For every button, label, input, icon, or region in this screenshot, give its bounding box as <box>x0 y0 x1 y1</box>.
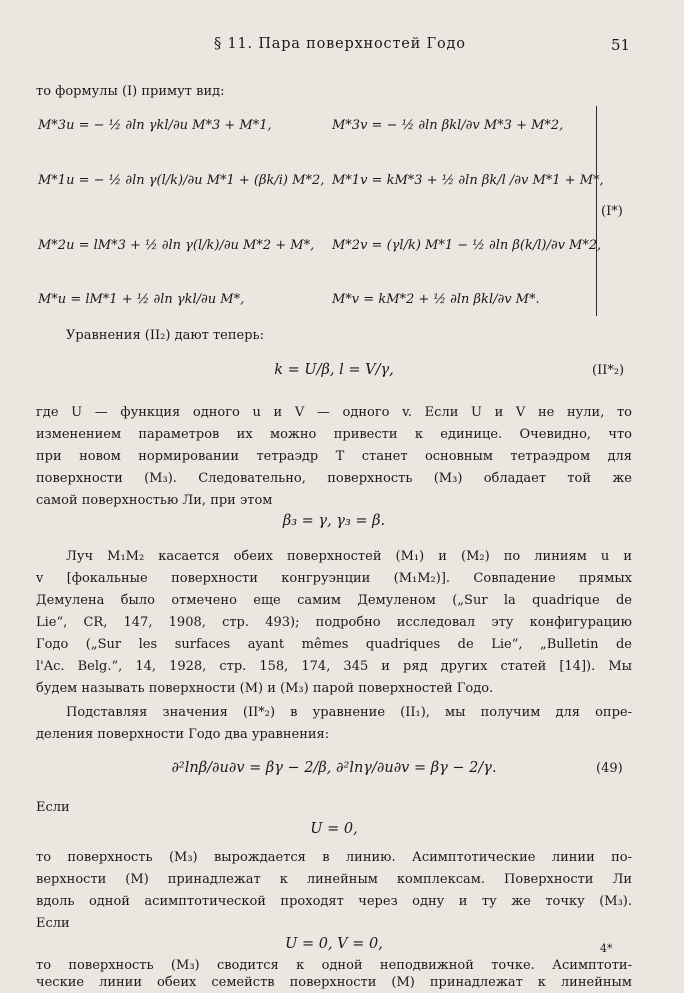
para2-line: будем называть поверхности (M) и (M₃) парой поверхностей Годо. <box>36 681 494 696</box>
header-title: § 11. Пара поверхностей Годо <box>214 36 466 52</box>
formula-mv: M*v = kM*2 + ½ ∂ln βkl/∂v M*. <box>332 292 540 307</box>
formula-m1v: M*1v = kM*3 + ½ ∂ln βk/l /∂v M*1 + M*, <box>332 173 604 188</box>
footer-signature: 4* <box>600 942 613 955</box>
formula-m2u: M*2u = lM*3 + ½ ∂ln γ(l/k)/∂u M*2 + M*, <box>38 238 315 253</box>
para2-line: v [фокальные поверхности конгруэнции (M₁M₂)]. Совпадение прямых <box>36 571 632 586</box>
equation-ii2-text: k = U/β, l = V/γ, <box>274 362 394 378</box>
equation-49-label: (49) <box>596 761 623 776</box>
para1-line: самой поверхностью Ли, при этом <box>36 493 273 508</box>
eq-intro: Уравнения (II₂) дают теперь: <box>66 328 264 343</box>
formula-mu: M*u = lM*1 + ½ ∂ln γkl/∂u M*, <box>38 292 245 307</box>
equation-u0: U = 0, <box>310 821 358 837</box>
para1-line: изменением параметров их можно привести к единице. Очевидно, что <box>36 427 632 442</box>
para3-line: Подставляя значения (II*₂) в уравнение (II₁), мы получим для опре- <box>66 705 632 720</box>
para4-line: вдоль одной асимптотической проходят через одну и ту же точку (M₃). <box>36 894 632 909</box>
para2-line: Годо („Sur les surfaces ayant mêmes quadriques de Lie“, „Bulletin de <box>36 637 632 652</box>
para5-line: то поверхность (M₃) сводится к одной неподвижной точке. Асимптоти- <box>36 958 632 973</box>
formula-m3u: M*3u = − ½ ∂ln γkl/∂u M*3 + M*1, <box>38 118 272 133</box>
running-header <box>0 36 684 60</box>
equation-ii2-label: (II*₂) <box>592 363 625 378</box>
equation-beta3: β₃ = γ, γ₃ = β. <box>282 513 386 529</box>
equation-49 <box>36 760 632 776</box>
formula-m3v: M*3v = − ½ ∂ln βkl/∂v M*3 + M*2, <box>332 118 564 133</box>
intro-line: то формулы (I) примут вид: <box>36 84 225 99</box>
para2-line: Луч M₁M₂ касается обеих поверхностей (M₁) и (M₂) по линиям u и <box>66 549 632 564</box>
para5-line: ческие линии обеих семейств поверхности (M) принадлежат к линейным <box>36 975 632 990</box>
esli-1: Если <box>36 800 70 815</box>
esli-2: Если <box>36 916 70 931</box>
para2-line: Демулена было отмечено еще самим Демуленом („Sur la quadrique de <box>36 593 632 608</box>
equation-49-text: ∂²lnβ/∂u∂v = βγ − 2/β, ∂²lnγ/∂u∂v = βγ − 2/γ. <box>171 760 497 776</box>
para4-line: то поверхность (M₃) вырождается в линию. Асимптотические линии по- <box>36 850 632 865</box>
para2-line: l'Ac. Belg.“, 14, 1928, стр. 158, 174, 345 и ряд других статей [14]). Мы <box>36 659 632 674</box>
para4-line: верхности (M) принадлежат к линейным комплексам. Поверхности Ли <box>36 872 632 887</box>
equation-ii2 <box>36 362 632 378</box>
para1-line: поверхности (M₃). Следовательно, поверхность (M₃) обладает той же <box>36 471 632 486</box>
para3-line: деления поверхности Годо два уравнения: <box>36 727 330 742</box>
para1-line: где U — функция одного u и V — одного v. Если U и V не нули, то <box>36 405 632 420</box>
formula-m2v: M*2v = (γl/k) M*1 − ½ ∂ln β(k/l)/∂v M*2, <box>332 238 602 253</box>
formula-m1u: M*1u = − ½ ∂ln γ(l/k)/∂u M*1 + (βk/i) M*2, <box>38 173 325 188</box>
para1-line: при новом нормировании тетраэдр T станет основным тетраэдром для <box>36 449 632 464</box>
equation-uv0: U = 0, V = 0, <box>285 936 383 952</box>
system-label: (I*) <box>601 204 623 219</box>
para2-line: Lie“, CR, 147, 1908, стр. 493); подробно исследовал эту конфигурацию <box>36 615 632 630</box>
page-number: 51 <box>611 36 631 54</box>
